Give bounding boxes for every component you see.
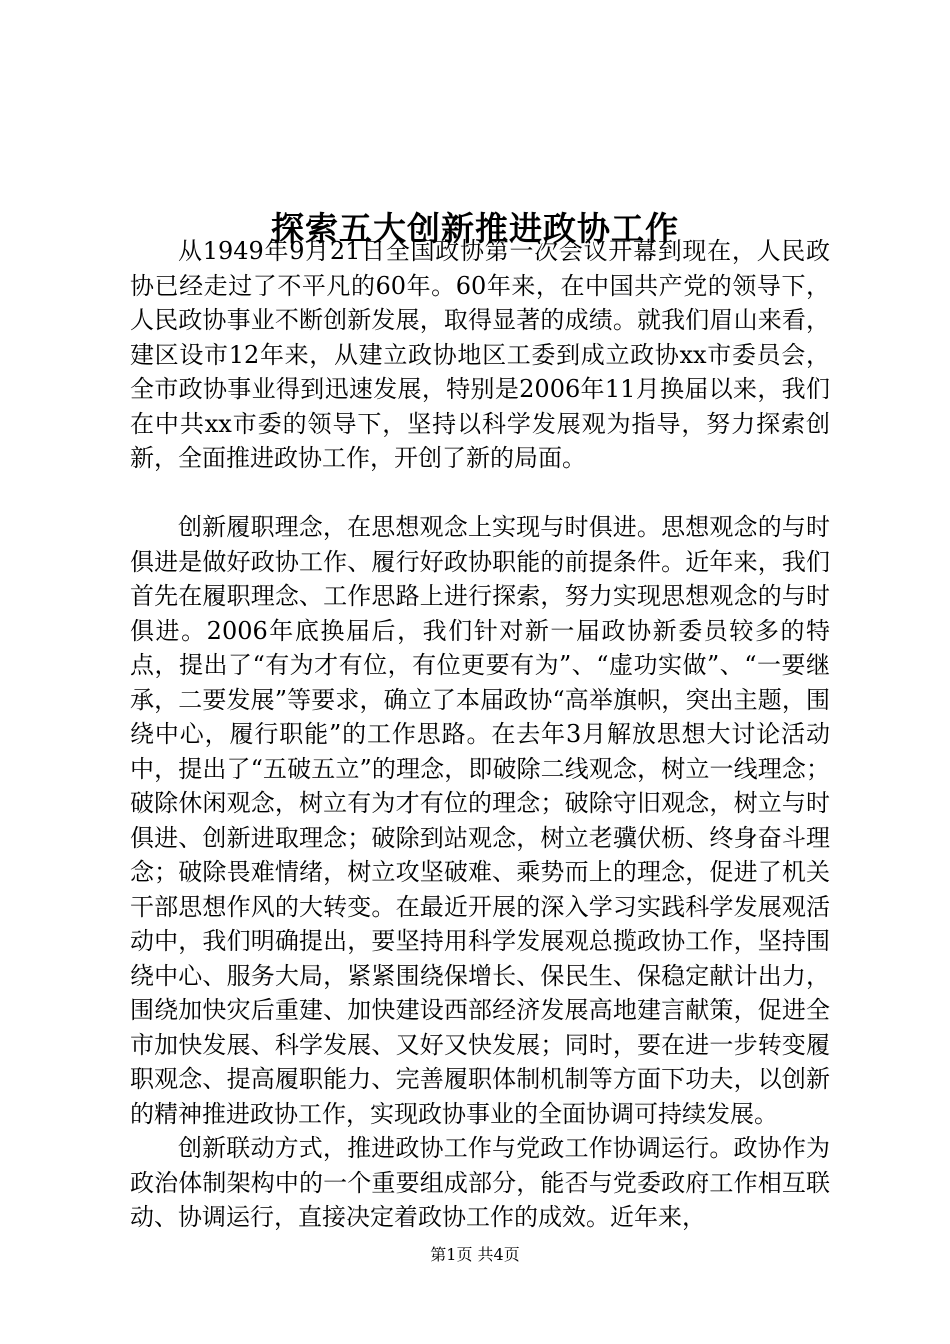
page-number: 第1页 共4页 (430, 1245, 520, 1264)
document-body (130, 234, 830, 1235)
paragraph: 创新联动方式，推进政协工作与党政工作协调运行。政协作为政治体制架构中的一个重要组成部分，能否与党委政府工作相互联动、协调运行，直接决定着政协工作的成效。近年来， (130, 1134, 830, 1231)
paragraph: 从1949年9月21日全国政协第一次会议开幕到现在，人民政协已经走过了不平凡的60年。60年来，在中国共产党的领导下，人民政协事业不断创新发展，取得显著的成绩。就我们眉山来看，建区设市12年来，从建立政协地区工委到成立政协xx市委员会，全市政协事业得到迅速发展，特别是2006年11月换届以来，我们在中共xx市委的领导下，坚持以科学发展观为指导，努力探索创新，全面推进政协工作，开创了新的局面。 (130, 237, 830, 472)
paragraph: 创新履职理念，在思想观念上实现与时俱进。思想观念的与时俱进是做好政协工作、履行好政协职能的前提条件。近年来，我们首先在履职理念、工作思路上进行探索，努力实现思想观念的与时俱进。2006年底换届后，我们针对新一届政协新委员较多的特点，提出了“有为才有位，有位更要有为”、“虚功实做”、“一要继承，二要发展”等要求，确立了本届政协“高举旗帜，突出主题，围绕中心，履行职能”的工作思路。在去年3月解放思想大讨论活动中，提出了“五破五立”的理念，即破除二线观念，树立一线理念；破除休闲观念，树立有为才有位的理念；破除守旧观念，树立与时俱进、创新进取理念；破除到站观念，树立老骥伏枥、终身奋斗理念；破除畏难情绪，树立攻坚破难、乘势而上的理念，促进了机关干部思想作风的大转变。在最近开展的深入学习实践科学发展观活动中，我们明确提出，要坚持用科学发展观总揽政协工作，坚持围绕中心、服务大局，紧紧围绕保增长、保民生、保稳定献计出力，围绕加快灾后重建、加快建设西部经济发展高地建言献策，促进全市加快发展、科学发展、又好又快发展；同时，要在进一步转变履职观念、提高履职能力、完善履职体制机制等方面下功夫，以创新的精神推进政协工作，实现政协事业的全面协调可持续发展。 (130, 513, 830, 1128)
document-title: 探索五大创新推进政协工作 (271, 209, 679, 249)
